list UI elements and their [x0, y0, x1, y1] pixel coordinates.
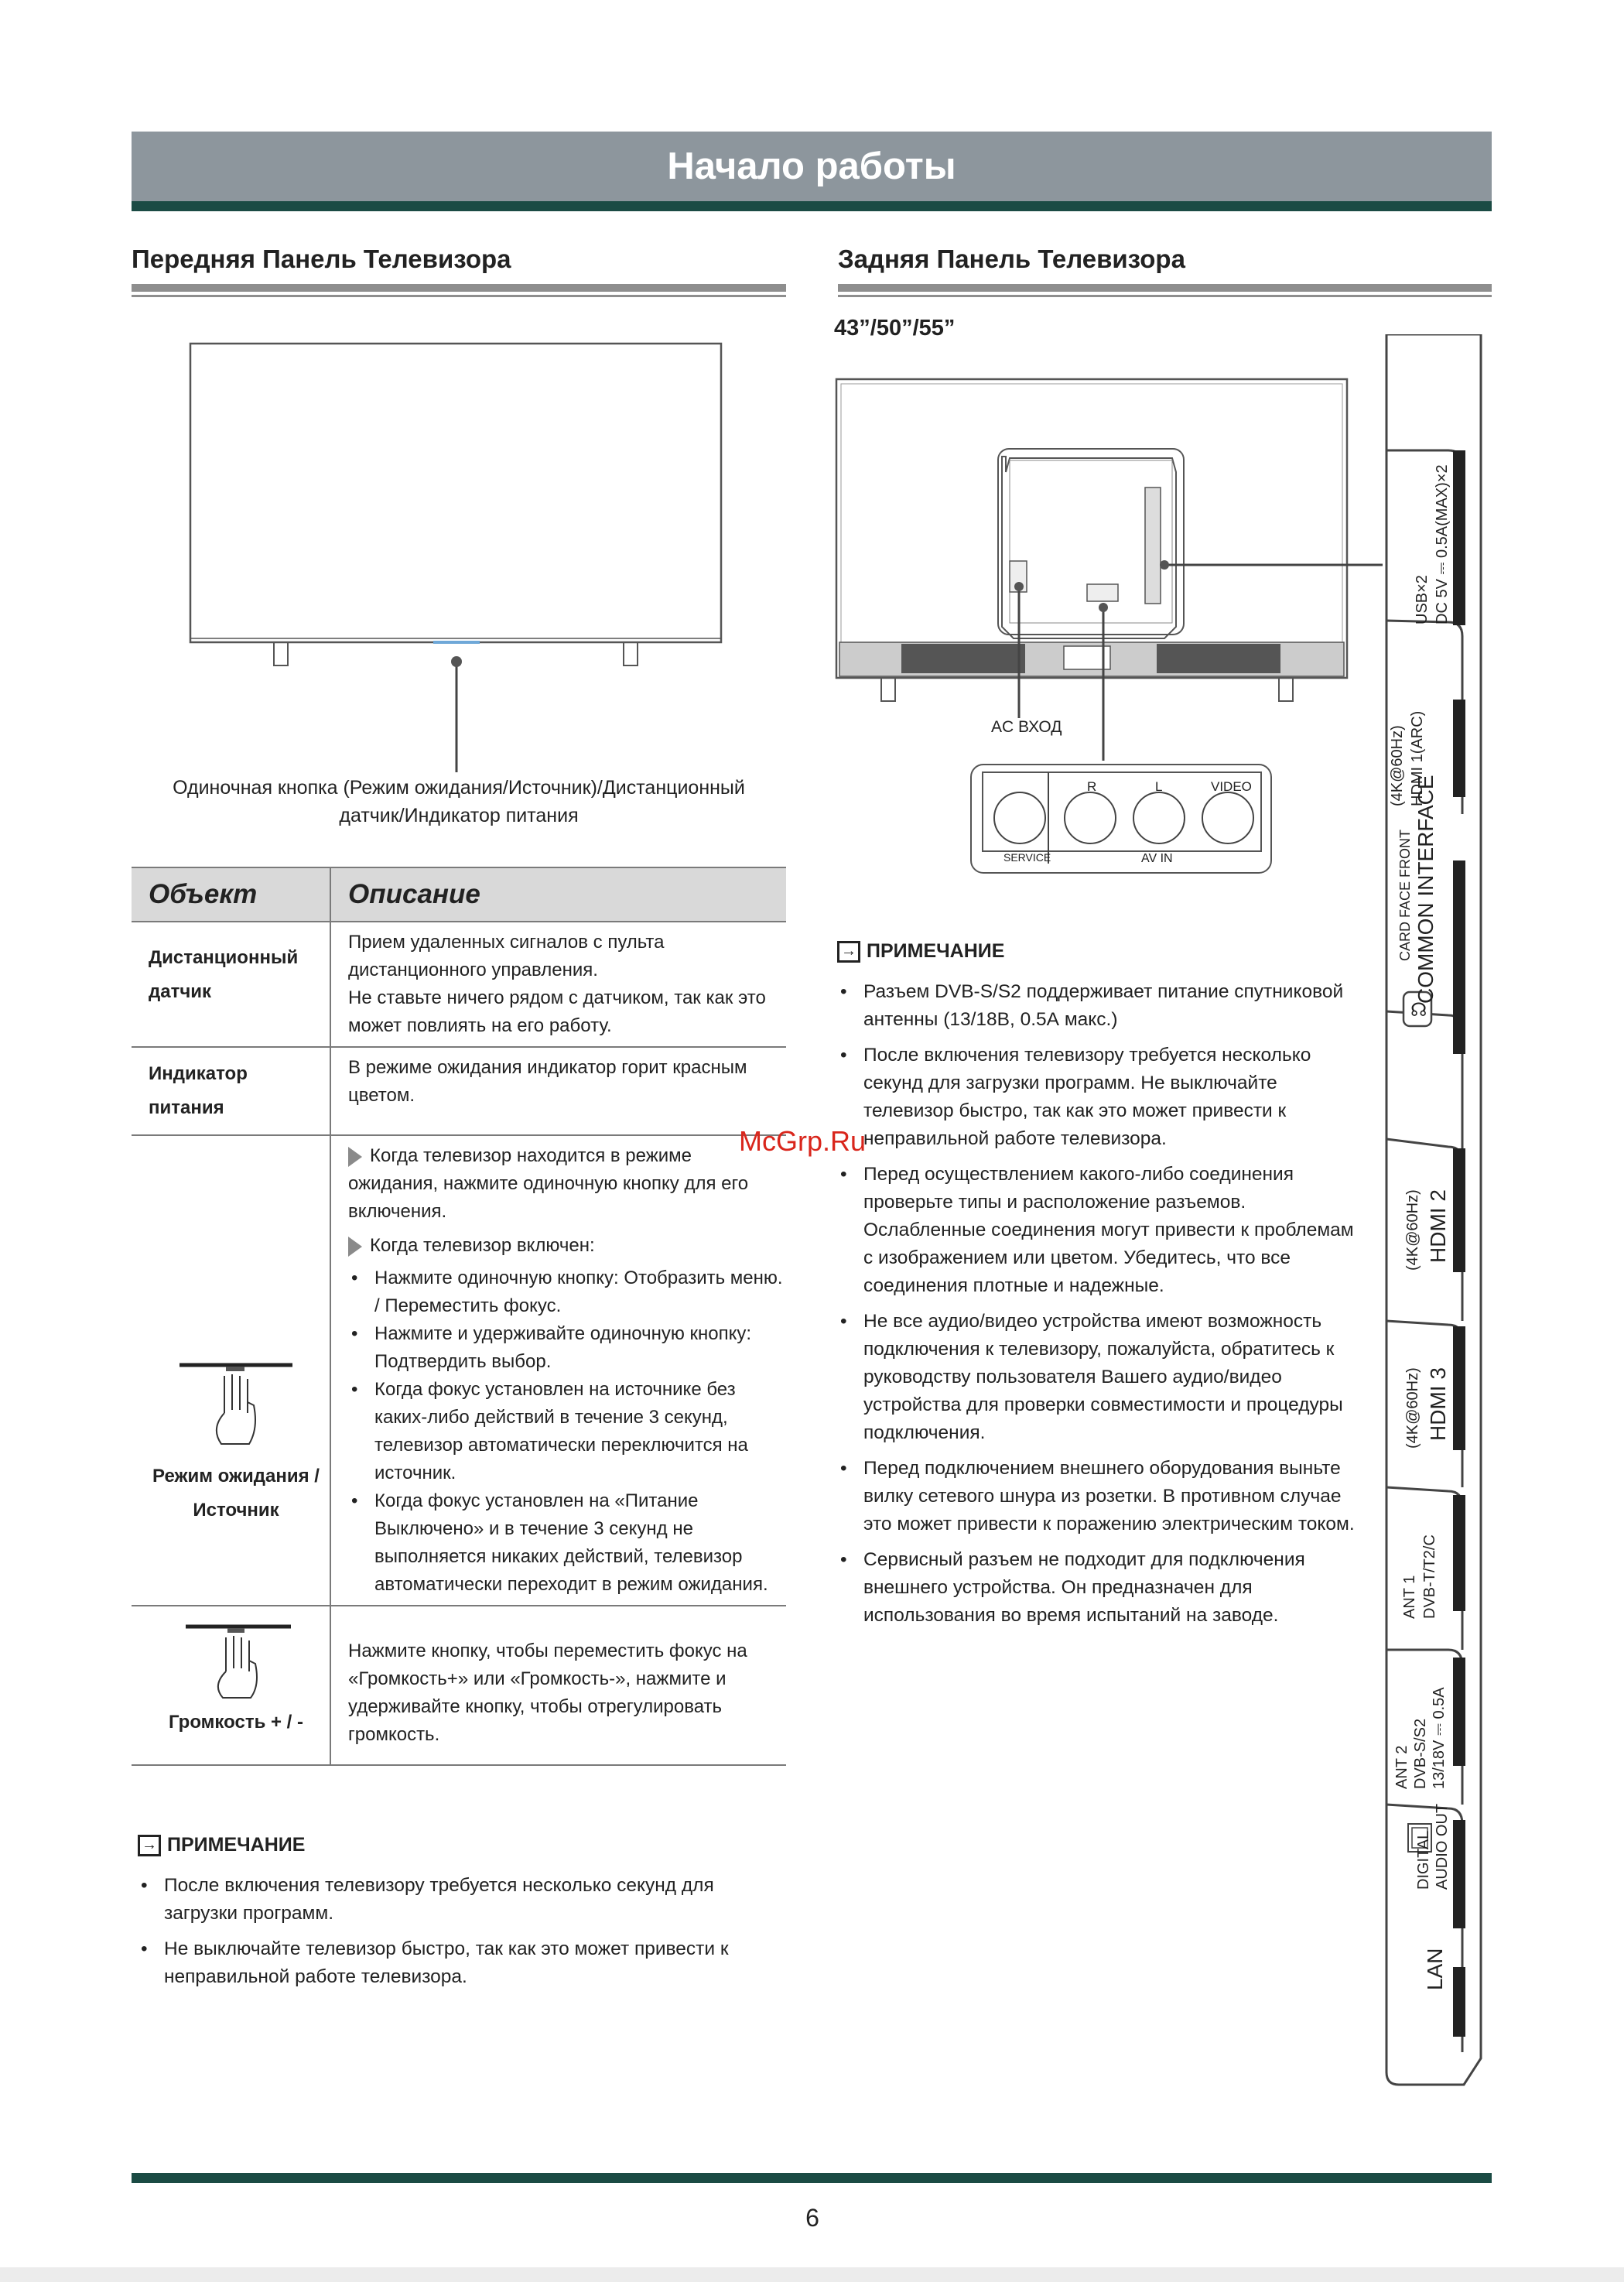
hdmi2-spec-label: (4K@60Hz) — [1404, 1189, 1421, 1271]
table-cell-object — [132, 1135, 330, 1606]
rear-panel-title: Задняя Панель Телевизора — [838, 245, 1185, 273]
table-cell-object: Индикатор питания — [132, 1047, 330, 1135]
table-cell-description — [330, 922, 786, 1047]
front-caption — [132, 774, 786, 830]
digital-audio-out-label: AUDIO OUT — [1434, 1803, 1451, 1890]
front-panel-rule — [132, 284, 786, 292]
hdmi3-port-label: HDMI 3 — [1426, 1367, 1450, 1441]
description-text: Прием удаленных сигналов с пульта дистанционного управления. — [348, 932, 665, 980]
list-item: • Перед осуществлением какого-либо соединения проверьте типы и расположение разъемов. Ослабленные соединения могут привести к проблемам с изображением или цветом. Убедитесь, что все соединения плотные и надежные. — [837, 1161, 1363, 1300]
spec-table — [132, 867, 786, 1766]
table-cell-object — [132, 1606, 330, 1765]
common-interface-label: COMMON INTERFACE — [1414, 775, 1438, 1004]
description-intro — [348, 1142, 786, 1226]
table-header-object: Объект — [132, 867, 330, 922]
table-row — [132, 922, 786, 1047]
ant1-port-label: ANT 1 — [1401, 1575, 1418, 1619]
triangle-bullet-icon — [348, 1237, 362, 1257]
av-in-label: AV IN — [1141, 852, 1173, 865]
av-service-label: SERVICE — [1003, 851, 1051, 864]
table-row — [132, 1135, 786, 1606]
note-arrow-icon: → — [837, 941, 860, 963]
note-right — [837, 940, 1363, 1637]
hdmi3-spec-label: (4K@60Hz) — [1404, 1367, 1421, 1449]
ant2-type-label: DVB-S/S2 — [1412, 1718, 1429, 1789]
ant1-spec-label: DVB-T/T2/C — [1421, 1534, 1438, 1619]
watermark: McGrp.Ru — [739, 1125, 867, 1157]
usb-spec-label: DC 5V ⎓ 0.5A(MAX)×2 — [1434, 464, 1451, 624]
note-arrow-icon: → — [138, 1835, 161, 1856]
description-text: Когда телевизор включен: — [370, 1235, 595, 1256]
hand-press-icon — [178, 1359, 294, 1452]
description-intro — [348, 1232, 786, 1260]
description-text: Не ставьте ничего рядом с датчиком, так как это может повлиять на его работу. — [348, 987, 766, 1036]
table-cell-object: Дистанционный датчик — [132, 922, 330, 1047]
header-banner-rule — [132, 201, 1492, 211]
front-caption-line1: Одиночная кнопка (Режим ожидания/Источник)/Дистанционный — [173, 777, 745, 799]
ant2-port-label: ANT 2 — [1393, 1745, 1410, 1789]
list-item: • Не выключайте телевизор быстро, так как это может привести к неправильной работе телевизора. — [138, 1935, 780, 1991]
digital-audio-label: DIGITAL — [1415, 1830, 1432, 1890]
note-left-header — [138, 1834, 780, 1856]
note-right-list — [837, 978, 1363, 1630]
card-face-label: CARD FACE FRONT — [1397, 829, 1413, 961]
list-item: • Нажмите и удерживайте одиночную кнопку: Подтвердить выбор. — [348, 1320, 786, 1376]
table-cell-description: В режиме ожидания индикатор горит красным цветом. — [330, 1047, 786, 1135]
hdmi2-port-label: HDMI 2 — [1426, 1189, 1450, 1263]
description-bullets — [348, 1264, 786, 1599]
headphone-icon: ☊ — [1410, 1000, 1427, 1021]
list-item: • Перед подключением внешнего оборудования выньте вилку сетевого шнура из розетки. В противном случае это может привести к поражению электрическим током. — [837, 1455, 1363, 1538]
hand-press-icon — [178, 1620, 294, 1706]
bottom-strip — [0, 2267, 1624, 2282]
list-item: • После включения телевизору требуется несколько секунд для загрузки программ. — [138, 1872, 780, 1928]
rear-panel-rule-thin — [838, 295, 1492, 297]
list-item: • Не все аудио/видео устройства имеют возможность подключения к телевизору, пожалуйста, обратитесь к руководству пользователя Вашего аудио/видео устройства для проверки совместимости и процедуры подключения. — [837, 1308, 1363, 1447]
table-cell-object-label: Громкость + / - — [168, 1712, 304, 1733]
table-row — [132, 1047, 786, 1135]
table-cell-object-label: Режим ожидания / Источник — [152, 1466, 320, 1521]
av-video-label: VIDEO — [1211, 779, 1252, 794]
av-l-label: L — [1155, 779, 1163, 794]
page-title: Начало работы — [667, 145, 956, 187]
ac-input-label: AC ВХОД — [991, 718, 1062, 736]
note-left — [138, 1834, 780, 1999]
table-cell-description: Нажмите кнопку, чтобы переместить фокус на «Громкость+» или «Громкость-», нажмите и удерживайте кнопку, чтобы отрегулировать громкость. — [330, 1606, 786, 1765]
hdmi1-spec-label: (4K@60Hz) — [1389, 725, 1406, 806]
list-item: • Нажмите одиночную кнопку: Отобразить меню. / Переместить фокус. — [348, 1264, 786, 1320]
page-number: 6 — [805, 2204, 819, 2232]
list-item: • Разъем DVB-S/S2 поддерживает питание спутниковой антенны (13/18В, 0.5А макс.) — [837, 978, 1363, 1034]
description-text: Когда телевизор находится в режиме ожидания, нажмите одиночную кнопку для его включения. — [348, 1145, 749, 1222]
tv-front-illustration — [178, 333, 743, 782]
list-item: • Когда фокус установлен на источнике без каких-либо действий в течение 3 секунд, телевизор автоматически переключится на источник. — [348, 1376, 786, 1487]
lan-port-label: LAN — [1423, 1948, 1447, 1990]
table-header-description: Описание — [330, 867, 786, 922]
list-item: • Сервисный разъем не подходит для подключения внешнего устройства. Он предназначен для использования во время испытаний на заводе. — [837, 1546, 1363, 1630]
rear-sizes: 43”/50”/55” — [834, 316, 956, 340]
table-header-row — [132, 867, 786, 922]
note-right-header — [837, 940, 1363, 963]
port-panel — [1379, 334, 1487, 2091]
list-item: • После включения телевизору требуется несколько секунд для загрузки программ. Не выключайте телевизор быстро, так как это может привести к неправильной работе телевизора. — [837, 1042, 1363, 1153]
front-panel-title: Передняя Панель Телевизора — [132, 245, 511, 273]
triangle-bullet-icon — [348, 1147, 362, 1167]
front-panel-rule-thin — [132, 295, 786, 297]
table-cell-description — [330, 1135, 786, 1606]
av-r-label: R — [1087, 779, 1097, 794]
list-item: • Когда фокус установлен на «Питание Выключено» и в течение 3 секунд не выполняется никаких действий, телевизор автоматически переходит в режим ожидания. — [348, 1487, 786, 1599]
front-caption-line2: датчик/Индикатор питания — [339, 805, 579, 826]
note-left-list — [138, 1872, 780, 1991]
footer-rule — [132, 2173, 1492, 2183]
tv-rear-illustration — [832, 371, 1389, 882]
hdmi1-port-label: HDMI 1(ARC) — [1409, 710, 1426, 806]
note-left-title: ПРИМЕЧАНИЕ — [167, 1834, 306, 1856]
table-row — [132, 1606, 786, 1765]
usb-port-label: USB×2 — [1414, 575, 1431, 624]
ant2-spec-label: 13/18V ⎓ 0.5A — [1431, 1687, 1448, 1789]
rear-panel-rule — [838, 284, 1492, 292]
note-right-title: ПРИМЕЧАНИЕ — [867, 940, 1005, 962]
